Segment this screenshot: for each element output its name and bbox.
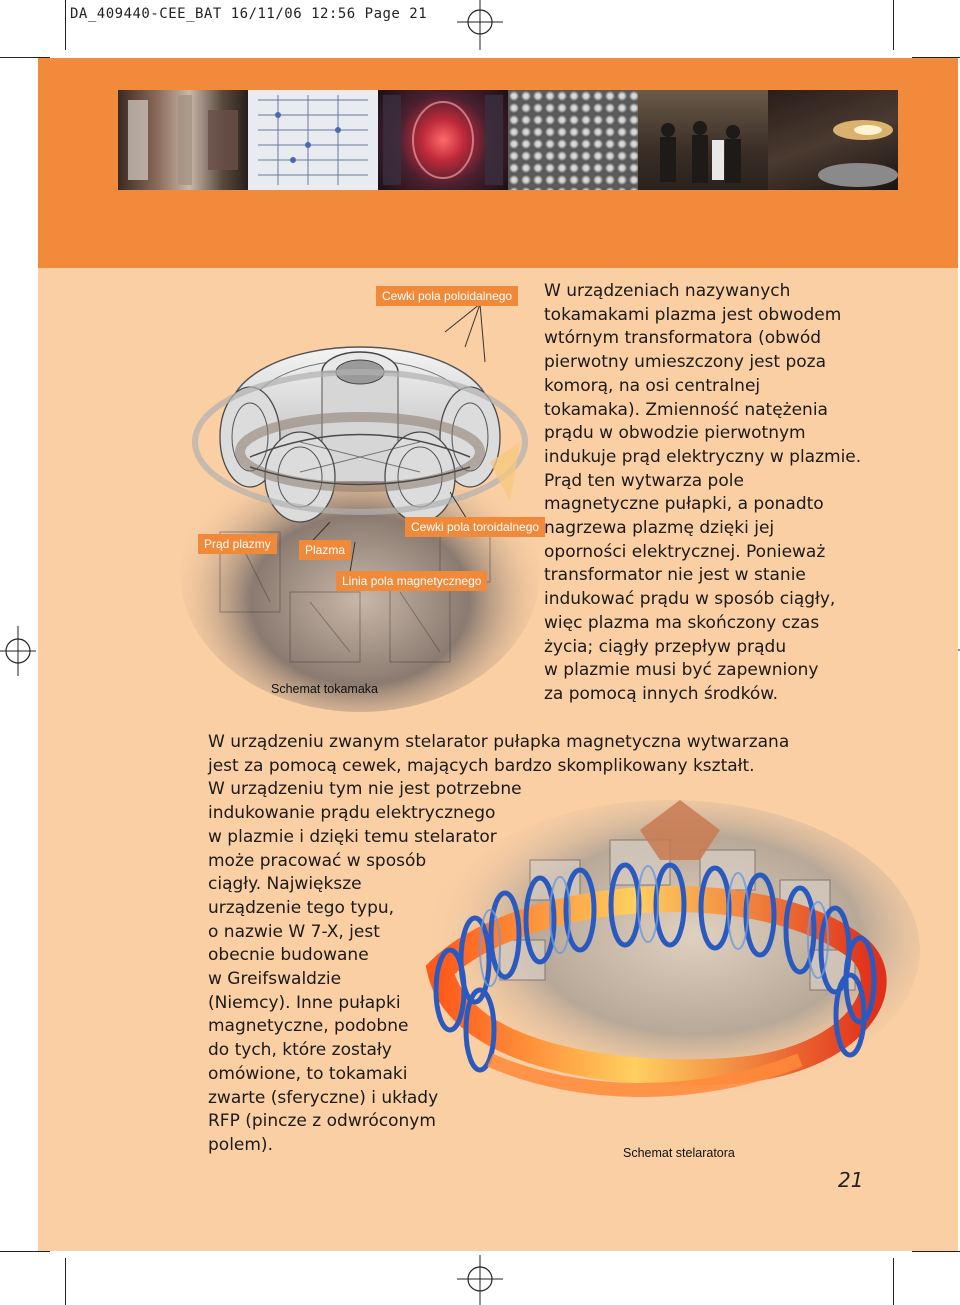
photo-control-panel (248, 90, 378, 190)
page-number: 21 (838, 1168, 864, 1192)
text-line: oporności elektrycznej. Ponieważ (544, 541, 826, 562)
text-line: do tych, które zostały (208, 1040, 392, 1061)
text-line: Prąd ten wytwarza pole (544, 470, 744, 491)
crop-mark (0, 1251, 50, 1252)
text-line: (Niemcy). Inne pułapki (208, 992, 401, 1013)
stellarator-paragraph (208, 731, 789, 1158)
registration-mark-bottom (455, 1255, 505, 1305)
crop-mark (912, 1251, 960, 1252)
text-line: zwarte (sferyczne) i układy (208, 1087, 439, 1108)
photo-gas-flame (768, 90, 898, 190)
tokamak-caption: Schemat tokamaka (271, 682, 378, 696)
text-line: obecnie budowane (208, 945, 369, 966)
text-line: o nazwie W 7-X, jest (208, 921, 380, 942)
text-line: wtórnym transformatora (obwód (544, 328, 822, 349)
registration-mark-left (0, 626, 36, 676)
crop-mark (65, 0, 66, 50)
text-line: RFP (pincze z odwróconym (208, 1111, 436, 1132)
text-line: więc plazma ma skończony czas (544, 612, 820, 633)
text-line: transformator nie jest w stanie (544, 565, 806, 586)
label-poloidal-coils: Cewki pola poloidalnego (376, 286, 518, 306)
crop-mark (65, 1258, 66, 1305)
photo-visitors (638, 90, 768, 190)
text-line: indukuje prąd elektryczny w plazmie. (544, 446, 862, 467)
text-line: w plazmie musi być zapewniony (544, 660, 819, 681)
stellarator-caption: Schemat stelaratora (623, 1146, 735, 1160)
text-line: pierwotny umieszczony jest poza (544, 352, 827, 373)
print-slug: DA_409440-CEE_BAT 16/11/06 12:56 Page 21 (70, 6, 428, 22)
label-plasma-current: Prąd plazmy (198, 534, 277, 554)
text-line: nagrzewa plazmę dzięki jej (544, 518, 775, 539)
text-line: może pracować w sposób (208, 850, 427, 871)
text-line: W urządzeniu zwanym stelarator pułapka magnetyczna wytwarzana (208, 732, 790, 752)
text-line: W urządzeniach nazywanych (544, 281, 791, 301)
text-line: za pomocą innych środków. (544, 683, 778, 704)
label-toroidal-coils: Cewki pola toroidalnego (405, 517, 545, 537)
text-line: W urządzeniu tym nie jest potrzebne (208, 779, 522, 800)
text-line: tokamakami plazma jest obwodem (544, 304, 842, 325)
text-line: ciągły. Największe (208, 874, 362, 895)
label-field-line: Linia pola magnetycznego (336, 571, 487, 591)
photo-plasma-chamber (378, 90, 508, 190)
text-line: polem). (208, 1134, 273, 1155)
text-line: magnetyczne pułapki, a ponadto (544, 494, 824, 515)
text-line: w Greifswaldzie (208, 969, 342, 990)
text-line: w plazmie i dzięki temu stelarator (208, 826, 497, 847)
photo-experiment-hall (118, 90, 248, 190)
tokamak-diagram (180, 292, 540, 712)
crop-mark (893, 1258, 894, 1305)
registration-mark-top (455, 0, 505, 52)
text-line: urządzenie tego typu, (208, 897, 395, 918)
text-line: magnetyczne, podobne (208, 1016, 409, 1037)
crop-mark (893, 0, 894, 50)
text-line: życia; ciągły przepływ prądu (544, 636, 787, 657)
tokamak-paragraph (544, 280, 861, 707)
text-line: tokamaka). Zmienność natężenia (544, 399, 828, 420)
label-plasma: Plazma (299, 540, 351, 560)
text-line: komorą, na osi centralnej (544, 375, 761, 396)
text-line: jest za pomocą cewek, mających bardzo skomplikowany kształt. (208, 755, 755, 776)
text-line: indukowanie prądu elektrycznego (208, 803, 496, 824)
text-line: prądu w obwodzie pierwotnym (544, 423, 806, 444)
text-line: omówione, to tokamaki (208, 1063, 408, 1084)
photo-pellets (508, 90, 638, 190)
text-line: indukować prądu w sposób ciągły, (544, 589, 836, 610)
